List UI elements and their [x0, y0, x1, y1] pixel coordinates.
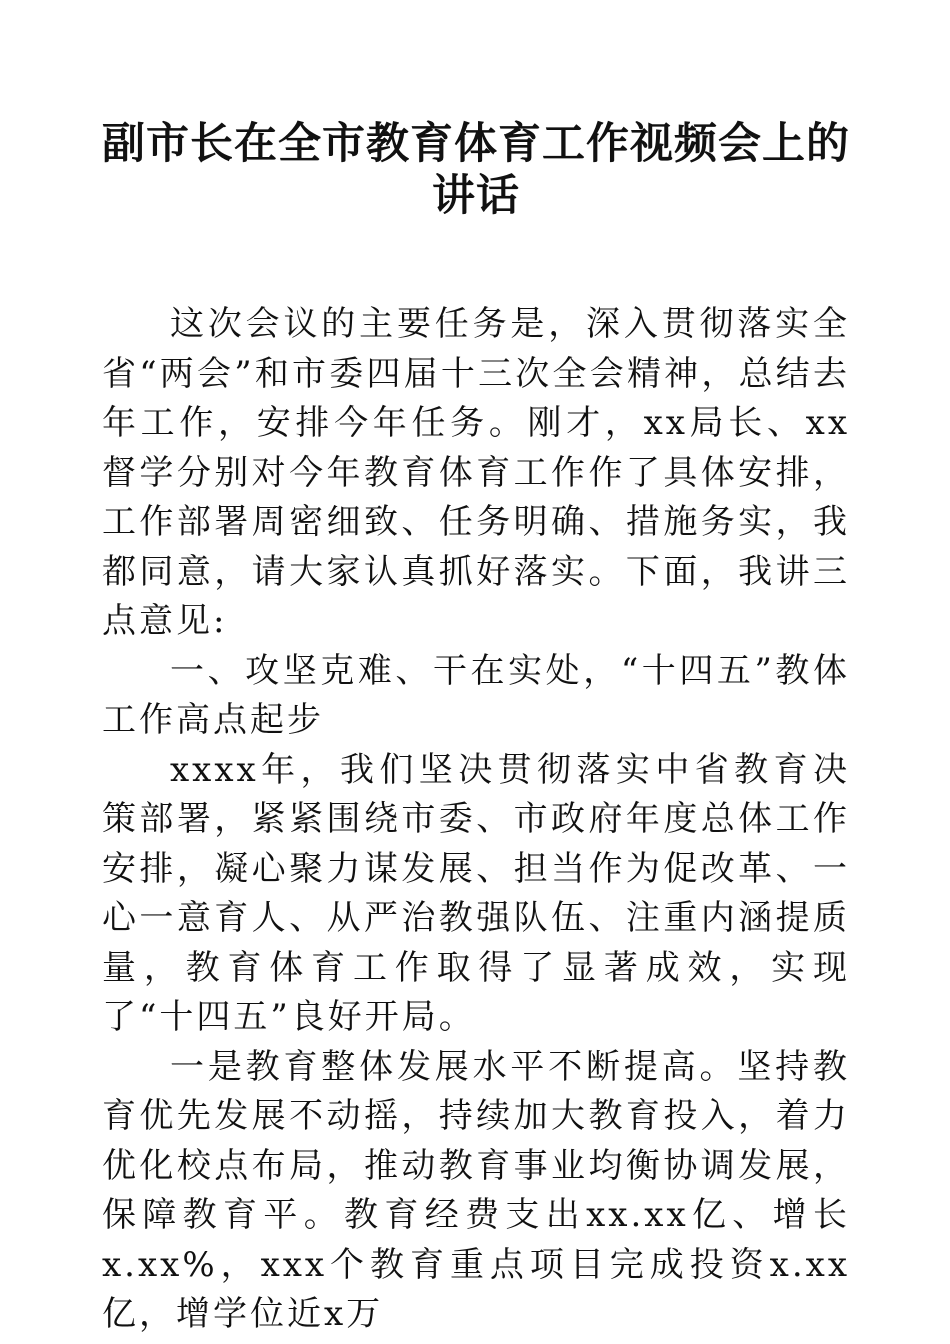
document-title: 副市长在全市教育体育工作视频会上的讲话 — [102, 119, 850, 221]
section-heading-1: 一、攻坚克难、干在实处，“十四五”教体工作高点起步 — [102, 650, 850, 740]
paragraph-summary: xxxx年，我们坚决贯彻落实中省教育决策部署，紧紧围绕市委、市政府年度总体工作安排，凝心聚力谋发展、担当作为促改革、一心一意育人、从严治教强队伍、注重内涵提质量，教育体育工作取得了显著成效，实现了“十四五”良好开局。 — [102, 749, 850, 1037]
document-body — [102, 300, 850, 1340]
paragraph-point-1: 一是教育整体发展水平不断提高。坚持教育优先发展不动摇，持续加大教育投入，着力优化校点布局，推动教育事业均衡协调发展，保障教育平。教育经费支出xx.xx亿、增长x.xx%，xxx个教育重点项目完成投资x.xx亿，增学位近x万 — [102, 1046, 850, 1334]
paragraph-intro: 这次会议的主要任务是，深入贯彻落实全省“两会”和市委四届十三次全会精神，总结去年工作，安排今年任务。刚才，xx局长、xx督学分别对今年教育体育工作作了具体安排，工作部署周密细致、任务明确、措施务实，我都同意，请大家认真抓好落实。下面，我讲三点意见: — [102, 304, 850, 641]
